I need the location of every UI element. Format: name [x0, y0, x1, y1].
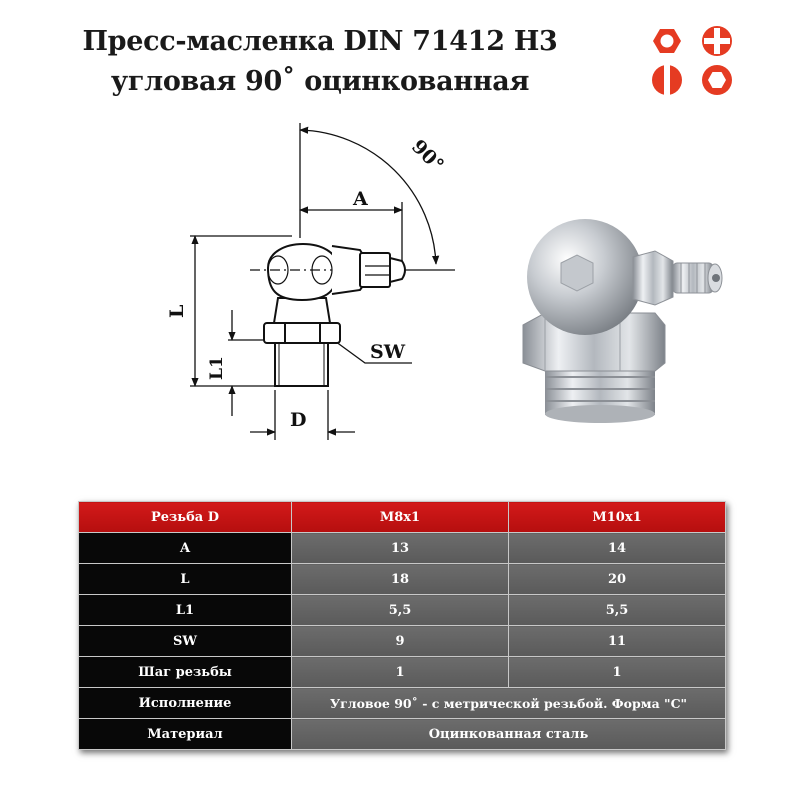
table-row: [79, 564, 726, 595]
table-row: [79, 688, 726, 719]
row-label: Шаг резьбы: [79, 657, 292, 688]
cell-value: 18: [292, 564, 509, 595]
cell-value: 5,5: [292, 595, 509, 626]
spec-table: [78, 501, 726, 750]
cell-value: 14: [509, 533, 726, 564]
row-label: A: [79, 533, 292, 564]
product-photo: [515, 205, 740, 430]
technical-drawing: [150, 118, 490, 448]
table-header-row: [79, 502, 726, 533]
header-cell-thread: Резьба D: [79, 502, 292, 533]
title-line-1: Пресс-масленка DIN 71412 H3: [82, 26, 558, 57]
header-cell-m10: M10x1: [509, 502, 726, 533]
label-d: D: [290, 409, 307, 431]
cell-value: 11: [509, 626, 726, 657]
row-label: Материал: [79, 719, 292, 750]
row-label: Исполнение: [79, 688, 292, 719]
table-row: [79, 657, 726, 688]
phillips-head-icon: [702, 26, 732, 56]
table-row: [79, 533, 726, 564]
label-l: L: [166, 304, 188, 318]
page-title: [40, 22, 600, 102]
cell-value: 5,5: [509, 595, 726, 626]
bolt-nut-logo-icon: [645, 22, 745, 100]
hex-nut-icon: [653, 29, 681, 53]
header-cell-m8: M8x1: [292, 502, 509, 533]
label-angle: 90°: [407, 135, 449, 177]
row-label: L: [79, 564, 292, 595]
title-line-2: угловая 90˚ оцинкованная: [110, 66, 530, 97]
cell-value-merged: Угловое 90˚ - с метрической резьбой. Форма "С": [292, 688, 726, 719]
label-l1: L1: [207, 356, 227, 380]
slotted-head-icon: [652, 65, 682, 95]
cell-value: 1: [509, 657, 726, 688]
cell-value: 9: [292, 626, 509, 657]
cell-value: 20: [509, 564, 726, 595]
cell-value: 13: [292, 533, 509, 564]
table-row: [79, 595, 726, 626]
cell-value-merged: Оцинкованная сталь: [292, 719, 726, 750]
table-row: [79, 626, 726, 657]
label-sw: SW: [370, 341, 406, 363]
label-a: A: [353, 188, 368, 210]
cell-value: 1: [292, 657, 509, 688]
row-label: L1: [79, 595, 292, 626]
row-label: SW: [79, 626, 292, 657]
table-row: [79, 719, 726, 750]
hex-socket-icon: [702, 65, 732, 95]
